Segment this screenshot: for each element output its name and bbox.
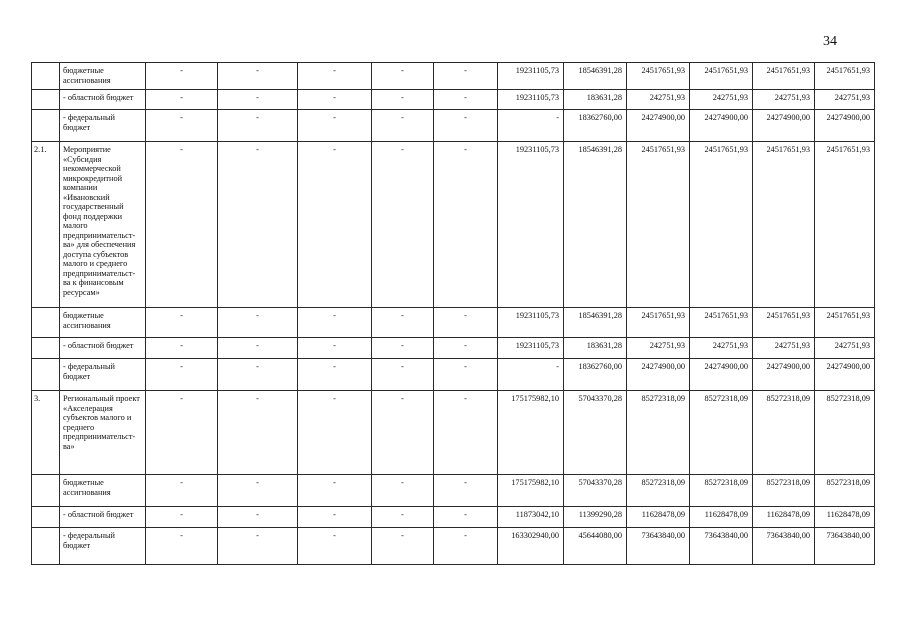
empty-value-cell: -	[298, 391, 372, 475]
amount-cell: -	[498, 110, 564, 142]
row-index-cell	[32, 475, 60, 507]
empty-value-cell: -	[218, 308, 298, 338]
empty-value-cell: -	[298, 528, 372, 565]
table-row	[32, 338, 875, 359]
amount-cell: 24517651,93	[627, 308, 690, 338]
empty-value-cell: -	[218, 63, 298, 90]
empty-value-cell: -	[218, 391, 298, 475]
empty-value-cell: -	[218, 475, 298, 507]
amount-cell: 73643840,00	[627, 528, 690, 565]
row-name-cell: - федеральный бюджет	[60, 359, 146, 391]
row-index-cell	[32, 63, 60, 90]
row-name-cell: бюджетные ассигнования	[60, 308, 146, 338]
amount-cell: 11399290,28	[564, 507, 627, 528]
amount-cell: 24274900,00	[627, 110, 690, 142]
row-index-cell: 3.	[32, 391, 60, 475]
empty-value-cell: -	[298, 63, 372, 90]
table-row	[32, 142, 875, 308]
empty-value-cell: -	[434, 90, 498, 110]
row-name-cell: - федеральный бюджет	[60, 110, 146, 142]
empty-value-cell: -	[146, 90, 218, 110]
amount-cell: 19231105,73	[498, 142, 564, 308]
table-row	[32, 110, 875, 142]
row-index-cell	[32, 507, 60, 528]
table-row	[32, 63, 875, 90]
empty-value-cell: -	[372, 338, 434, 359]
empty-value-cell: -	[218, 507, 298, 528]
page-number: 34	[823, 34, 837, 49]
amount-cell: 11628478,09	[690, 507, 753, 528]
empty-value-cell: -	[372, 528, 434, 565]
empty-value-cell: -	[146, 142, 218, 308]
empty-value-cell: -	[434, 391, 498, 475]
empty-value-cell: -	[298, 90, 372, 110]
empty-value-cell: -	[434, 507, 498, 528]
amount-cell: 24274900,00	[815, 110, 875, 142]
amount-cell: 18546391,28	[564, 142, 627, 308]
empty-value-cell: -	[146, 475, 218, 507]
amount-cell: 242751,93	[690, 90, 753, 110]
row-name-cell: Мероприятие «Субсидия некоммерческой микрокредитной компании «Ивановский государственный фонд поддержки малого предпринимательст-ва» для обеспечения доступа субъектов малого и среднего предпринимательст-ва к финансовым ресурсам»	[60, 142, 146, 308]
empty-value-cell: -	[372, 142, 434, 308]
row-name-cell: бюджетные ассигнования	[60, 475, 146, 507]
amount-cell: 18546391,28	[564, 63, 627, 90]
empty-value-cell: -	[298, 142, 372, 308]
row-name-cell: - областной бюджет	[60, 90, 146, 110]
amount-cell: -	[498, 359, 564, 391]
empty-value-cell: -	[434, 308, 498, 338]
amount-cell: 24274900,00	[690, 110, 753, 142]
empty-value-cell: -	[146, 359, 218, 391]
row-index-cell	[32, 110, 60, 142]
row-name-cell: бюджетные ассигнования	[60, 63, 146, 90]
empty-value-cell: -	[218, 338, 298, 359]
amount-cell: 11628478,09	[815, 507, 875, 528]
row-index-cell	[32, 90, 60, 110]
amount-cell: 242751,93	[690, 338, 753, 359]
amount-cell: 85272318,09	[815, 475, 875, 507]
empty-value-cell: -	[298, 359, 372, 391]
empty-value-cell: -	[298, 507, 372, 528]
amount-cell: 24517651,93	[627, 63, 690, 90]
table-row	[32, 475, 875, 507]
amount-cell: 24274900,00	[690, 359, 753, 391]
amount-cell: 24274900,00	[815, 359, 875, 391]
empty-value-cell: -	[146, 507, 218, 528]
row-name-cell: - областной бюджет	[60, 338, 146, 359]
amount-cell: 24274900,00	[753, 110, 815, 142]
row-index-cell	[32, 359, 60, 391]
amount-cell: 24517651,93	[690, 63, 753, 90]
row-name-cell: - областной бюджет	[60, 507, 146, 528]
amount-cell: 18362760,00	[564, 110, 627, 142]
empty-value-cell: -	[434, 142, 498, 308]
amount-cell: 183631,28	[564, 90, 627, 110]
amount-cell: 85272318,09	[815, 391, 875, 475]
table-row	[32, 391, 875, 475]
empty-value-cell: -	[298, 308, 372, 338]
empty-value-cell: -	[218, 359, 298, 391]
amount-cell: 19231105,73	[498, 63, 564, 90]
amount-cell: 24517651,93	[753, 63, 815, 90]
empty-value-cell: -	[434, 63, 498, 90]
amount-cell: 183631,28	[564, 338, 627, 359]
empty-value-cell: -	[372, 475, 434, 507]
amount-cell: 85272318,09	[627, 475, 690, 507]
empty-value-cell: -	[372, 507, 434, 528]
empty-value-cell: -	[298, 338, 372, 359]
empty-value-cell: -	[218, 90, 298, 110]
amount-cell: 242751,93	[815, 90, 875, 110]
empty-value-cell: -	[372, 110, 434, 142]
empty-value-cell: -	[434, 110, 498, 142]
amount-cell: 45644080,00	[564, 528, 627, 565]
empty-value-cell: -	[218, 110, 298, 142]
row-index-cell: 2.1.	[32, 142, 60, 308]
amount-cell: 19231105,73	[498, 90, 564, 110]
amount-cell: 85272318,09	[627, 391, 690, 475]
amount-cell: 24517651,93	[815, 63, 875, 90]
row-index-cell	[32, 338, 60, 359]
table-row	[32, 528, 875, 565]
empty-value-cell: -	[372, 359, 434, 391]
amount-cell: 24517651,93	[815, 308, 875, 338]
empty-value-cell: -	[146, 528, 218, 565]
empty-value-cell: -	[372, 308, 434, 338]
empty-value-cell: -	[146, 391, 218, 475]
empty-value-cell: -	[434, 338, 498, 359]
amount-cell: 242751,93	[753, 90, 815, 110]
empty-value-cell: -	[372, 391, 434, 475]
amount-cell: 73643840,00	[690, 528, 753, 565]
amount-cell: 175175982,10	[498, 391, 564, 475]
empty-value-cell: -	[218, 142, 298, 308]
empty-value-cell: -	[298, 110, 372, 142]
amount-cell: 163302940,00	[498, 528, 564, 565]
amount-cell: 11628478,09	[627, 507, 690, 528]
empty-value-cell: -	[434, 528, 498, 565]
amount-cell: 24274900,00	[753, 359, 815, 391]
amount-cell: 19231105,73	[498, 338, 564, 359]
amount-cell: 73643840,00	[753, 528, 815, 565]
empty-value-cell: -	[146, 63, 218, 90]
empty-value-cell: -	[146, 110, 218, 142]
empty-value-cell: -	[434, 359, 498, 391]
budget-table	[31, 62, 875, 565]
amount-cell: 24274900,00	[627, 359, 690, 391]
amount-cell: 242751,93	[627, 90, 690, 110]
amount-cell: 242751,93	[753, 338, 815, 359]
amount-cell: 24517651,93	[753, 308, 815, 338]
amount-cell: 24517651,93	[753, 142, 815, 308]
table-row	[32, 507, 875, 528]
table-row	[32, 90, 875, 110]
empty-value-cell: -	[372, 90, 434, 110]
empty-value-cell: -	[146, 308, 218, 338]
amount-cell: 57043370,28	[564, 475, 627, 507]
amount-cell: 175175982,10	[498, 475, 564, 507]
amount-cell: 19231105,73	[498, 308, 564, 338]
amount-cell: 242751,93	[815, 338, 875, 359]
amount-cell: 57043370,28	[564, 391, 627, 475]
amount-cell: 85272318,09	[753, 475, 815, 507]
row-index-cell	[32, 528, 60, 565]
amount-cell: 242751,93	[627, 338, 690, 359]
empty-value-cell: -	[218, 528, 298, 565]
empty-value-cell: -	[434, 475, 498, 507]
table-body	[32, 63, 875, 565]
amount-cell: 11628478,09	[753, 507, 815, 528]
table-row	[32, 359, 875, 391]
empty-value-cell: -	[298, 475, 372, 507]
amount-cell: 85272318,09	[690, 475, 753, 507]
table-row	[32, 308, 875, 338]
amount-cell: 24517651,93	[815, 142, 875, 308]
amount-cell: 18362760,00	[564, 359, 627, 391]
empty-value-cell: -	[146, 338, 218, 359]
amount-cell: 24517651,93	[690, 308, 753, 338]
amount-cell: 85272318,09	[690, 391, 753, 475]
amount-cell: 24517651,93	[627, 142, 690, 308]
amount-cell: 85272318,09	[753, 391, 815, 475]
empty-value-cell: -	[372, 63, 434, 90]
amount-cell: 24517651,93	[690, 142, 753, 308]
amount-cell: 18546391,28	[564, 308, 627, 338]
row-index-cell	[32, 308, 60, 338]
row-name-cell: Региональный проект «Акселерация субъектов малого и среднего предпринимательст-ва»	[60, 391, 146, 475]
amount-cell: 73643840,00	[815, 528, 875, 565]
amount-cell: 11873042,10	[498, 507, 564, 528]
row-name-cell: - федеральный бюджет	[60, 528, 146, 565]
